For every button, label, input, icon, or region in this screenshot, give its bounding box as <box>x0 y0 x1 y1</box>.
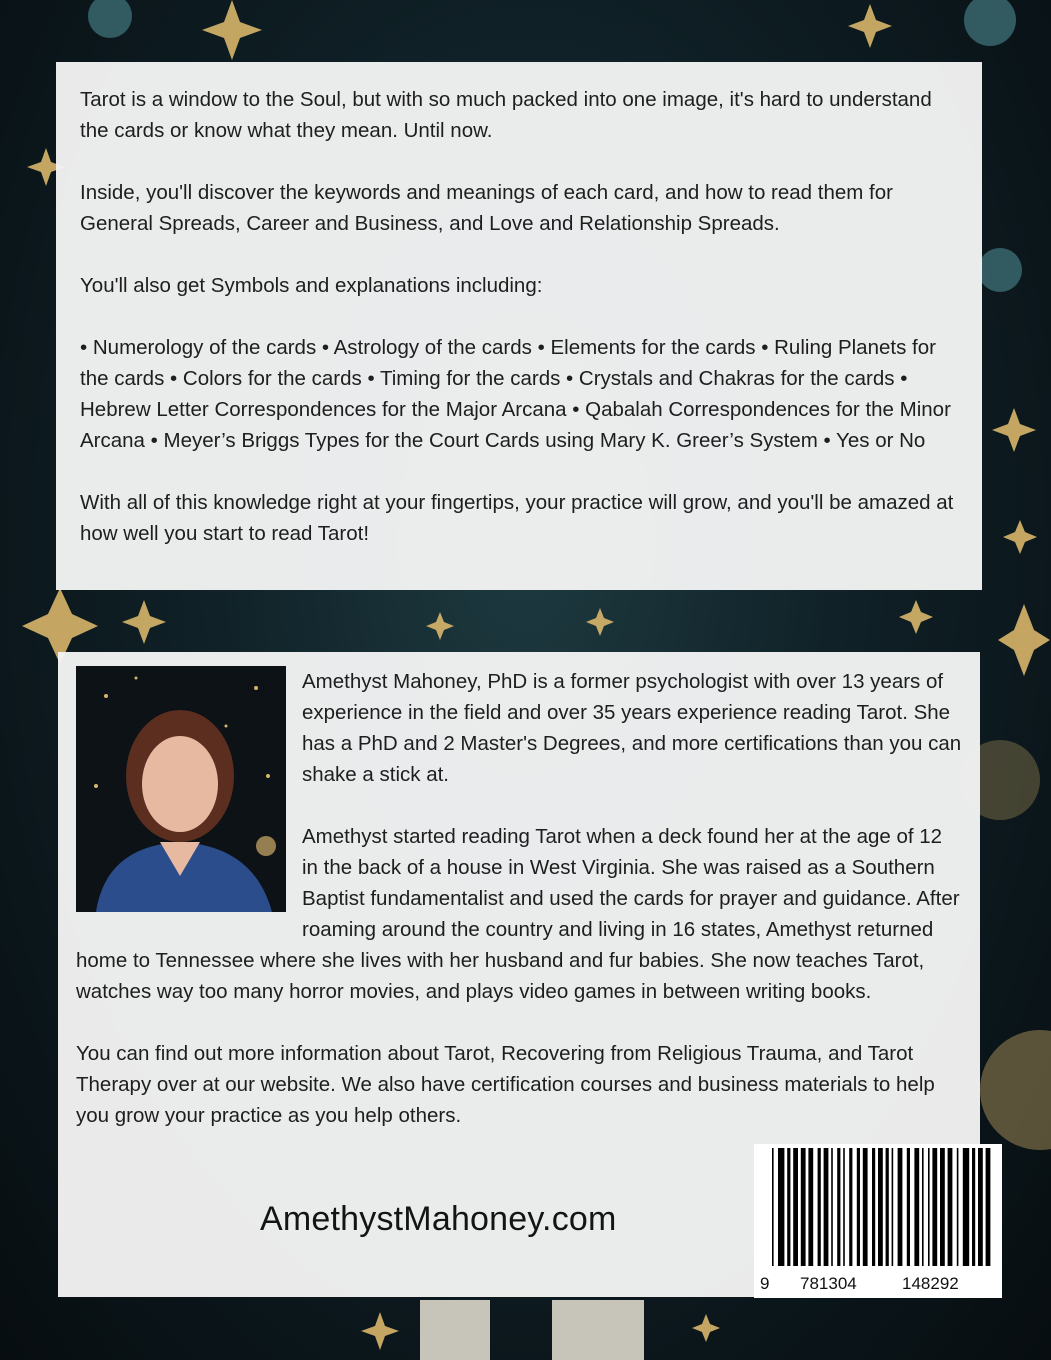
barcode-bar <box>932 1148 937 1266</box>
barcode-lead-digit: 9 <box>760 1274 770 1293</box>
barcode-bar <box>831 1148 833 1266</box>
barcode-bar <box>824 1148 829 1266</box>
intro-paragraph-5: With all of this knowledge right at your fingertips, your practice will grow, and you'll be amazed at how well you start to read Tarot! <box>80 491 954 545</box>
barcode-bar <box>940 1148 945 1266</box>
orb-icon <box>88 0 132 38</box>
barcode-bar <box>928 1148 930 1266</box>
barcode-bar <box>787 1148 790 1266</box>
barcode-group-1: 781304 <box>800 1274 857 1293</box>
barcode-bar <box>843 1148 845 1266</box>
barcode-bar <box>922 1148 924 1266</box>
description-panel <box>56 62 982 590</box>
barcode-bar <box>886 1148 889 1266</box>
star-icon <box>426 612 454 640</box>
barcode-bar <box>892 1148 894 1266</box>
barcode-bar <box>914 1148 919 1266</box>
star-icon <box>361 1312 399 1350</box>
barcode-bar <box>978 1148 983 1266</box>
features-list: • Numerology of the cards • Astrology of the cards • Elements for the cards • Ruling Planets for the cards • Colors for the cards • Timing for the cards • Crystals and Chakras for the cards • Hebrew Letter Correspondences for the Major Arcana • Qabalah Correspondences for the Minor Arcana • Meyer’s Briggs Types for the Court Cards using Mary K. Greer’s System • Yes or No <box>80 336 951 452</box>
barcode-bar <box>778 1148 784 1266</box>
author-bio-3: You can find out more information about Tarot, Recovering from Religious Trauma, and Tarot Therapy over at our website. We also have certification courses and business materials to help you grow your practice as you help others. <box>76 1042 935 1127</box>
barcode-bar <box>808 1148 813 1266</box>
candle-glow-icon <box>980 1030 1051 1150</box>
star-icon <box>586 608 614 636</box>
barcode-group-2: 148292 <box>902 1274 959 1293</box>
star-icon <box>202 0 262 60</box>
barcode-bar <box>857 1148 860 1266</box>
star-icon <box>848 4 892 48</box>
barcode-bar <box>849 1148 852 1266</box>
tarot-card-icon <box>420 1300 490 1360</box>
barcode-bar <box>878 1148 883 1266</box>
barcode-bar <box>801 1148 806 1266</box>
orb-icon <box>978 248 1022 292</box>
author-photo <box>76 666 286 912</box>
barcode-bars <box>754 1144 1002 1274</box>
barcode-bar <box>986 1148 991 1266</box>
star-icon <box>122 600 166 644</box>
barcode-bar <box>972 1148 975 1266</box>
author-bio-1: Amethyst Mahoney, PhD is a former psychologist with over 13 years of experience in the field and over 35 years experience reading Tarot. She has a PhD and 2 Master's Degrees, and more certifications than you can shake a stick at. <box>302 670 962 786</box>
orb-icon <box>964 0 1016 46</box>
isbn-barcode <box>754 1144 1002 1298</box>
barcode-bar <box>898 1148 903 1266</box>
barcode-bar <box>907 1148 910 1266</box>
star-icon <box>692 1314 720 1342</box>
barcode-bar <box>772 1148 774 1266</box>
star-icon <box>899 600 933 634</box>
intro-paragraph-2: Inside, you'll discover the keywords and meanings of each card, and how to read them for General Spreads, Career and Business, and Love and Relationship Spreads. <box>80 181 893 235</box>
barcode-bar <box>872 1148 875 1266</box>
star-icon <box>998 604 1050 676</box>
barcode-bar <box>863 1148 868 1266</box>
barcode-bar <box>837 1148 840 1266</box>
star-icon <box>1003 520 1037 554</box>
barcode-bar <box>963 1148 969 1266</box>
tarot-card-icon <box>552 1300 644 1360</box>
author-bio-2: Amethyst started reading Tarot when a deck found her at the age of 12 in the back of a house in West Virginia. She was raised as a Southern Baptist fundamentalist and used the cards for prayer and guidance. After roaming around the country and living in 16 states, Amethyst returned home to Tennessee where she lives with her husband and fur babies. She now teaches Tarot, watches way too many horror movies, and plays video games in between writing books. <box>76 825 960 1003</box>
barcode-bar <box>793 1148 798 1266</box>
barcode-bar <box>957 1148 959 1266</box>
intro-paragraph-1: Tarot is a window to the Soul, but with so much packed into one image, it's hard to understand the cards or know what they mean. Until now. <box>80 88 932 142</box>
barcode-bar <box>948 1148 953 1266</box>
barcode-bar <box>818 1148 821 1266</box>
star-icon <box>992 408 1036 452</box>
intro-paragraph-3: You'll also get Symbols and explanations including: <box>80 274 543 297</box>
website-url: AmethystMahoney.com <box>260 1200 617 1238</box>
